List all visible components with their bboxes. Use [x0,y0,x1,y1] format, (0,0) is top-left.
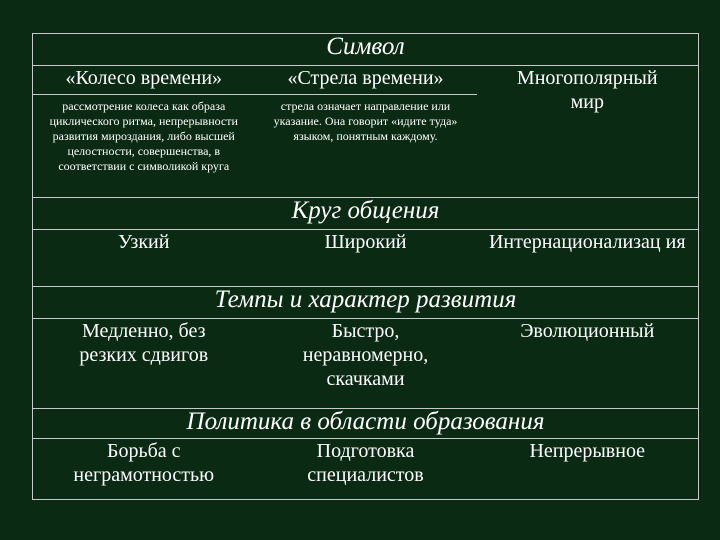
section-title-development: Темпы и характер развития [33,287,699,319]
cell-multipolar-world: Многополярный мир [477,65,699,198]
cell-illiteracy: Борьба с неграмотностью [33,438,255,499]
section-header-row [33,198,699,230]
section-header-row [33,34,699,66]
section-title-education: Политика в области образования [33,409,699,439]
table-row [33,318,699,409]
cell-fast: Быстро, неравномерно, скачками [255,318,477,409]
cell-arrow-of-time: «Стрела времени» [255,65,477,95]
section-title-communication: Круг общения [33,198,699,230]
cell-continuous: Непрерывное [477,438,699,499]
cell-evolutionary: Эволюционный [477,318,699,409]
section-header-row [33,409,699,439]
cell-wheel-of-time: «Колесо времени» [33,65,255,95]
section-header-row [33,287,699,319]
table-row [33,230,699,287]
cell-narrow: Узкий [33,230,255,287]
cell-wide: Широкий [255,230,477,287]
cell-arrow-description: стрела означает направление или указание. Она говорит «идите туда» языком, понятным каждому. [255,95,477,198]
cell-wheel-description: рассмотрение колеса как образа циклического ритма, непрерывности развития мироздания, либо высшей целостности, совершенства, в соответствии с символикой круга [33,95,255,198]
comparison-table [32,33,699,500]
cell-slow: Медленно, без резких сдвигов [33,318,255,409]
table-row [33,65,699,95]
cell-specialists: Подготовка специалистов [255,438,477,499]
table-row [33,438,699,499]
cell-internationalization: Интернационализац ия [477,230,699,287]
section-title-symbol: Символ [33,34,699,66]
